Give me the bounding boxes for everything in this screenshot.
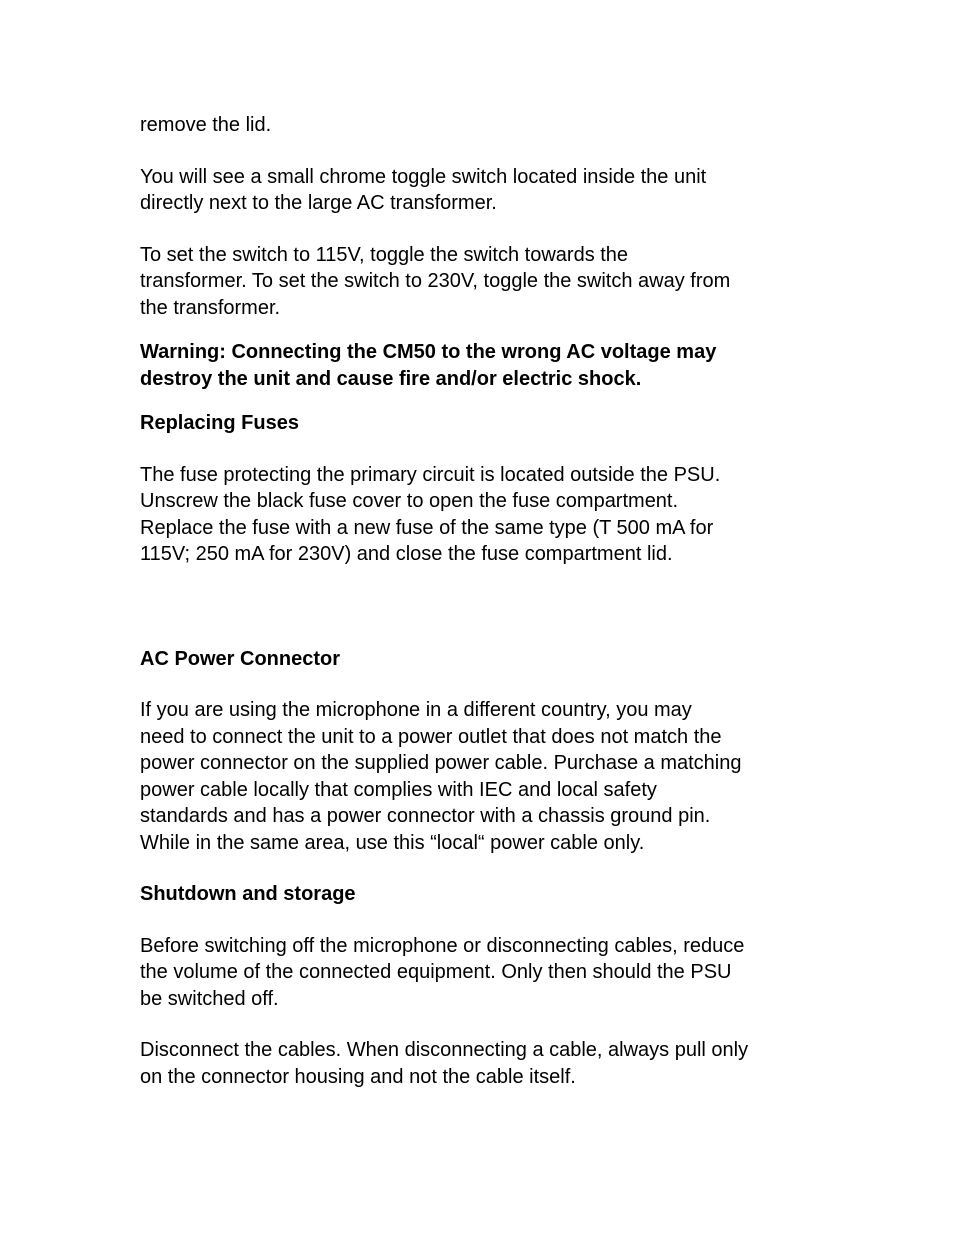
paragraph-set-switch: To set the switch to 115V, toggle the switch towards the transformer. To set the switch to 230V, toggle the switch away from the transformer. (140, 243, 731, 319)
paragraph-fuse: The fuse protecting the primary circuit is located outside the PSU. Unscrew the black fuse cover to open the fuse compartment. Replace the fuse with a new fuse of the same type (T 500 mA for 115V; 250 mA for 230V) and close the fuse compartment lid. (140, 463, 721, 565)
paragraph-ac-power: If you are using the microphone in a different country, you may need to connect the unit to a power outlet that does not match the power connector on the supplied power cable. Purchase a matching power cable locally that complies with IEC and local safety standards and has a power connector with a chassis ground pin. While in the same area, use this “local“ power cable only. (140, 699, 742, 854)
paragraph-remove-lid: remove the lid. (140, 114, 272, 136)
heading-replacing-fuses: Replacing Fuses (140, 412, 299, 434)
heading-ac-power-connector: AC Power Connector (140, 647, 341, 670)
heading-shutdown-storage: Shutdown and storage (140, 883, 356, 905)
paragraph-toggle-switch: You will see a small chrome toggle switch located inside the unit directly next to the large AC transformer. (140, 165, 707, 214)
warning-text: Warning: Connecting the CM50 to the wrong AC voltage may destroy the unit and cause fire and/or electric shock. (140, 341, 717, 390)
document-page (140, 112, 830, 1090)
paragraph-shutdown: Before switching off the microphone or disconnecting cables, reduce the volume of the connected equipment. Only then should the PSU be switched off. (140, 934, 745, 1010)
paragraph-disconnect: Disconnect the cables. When disconnecting a cable, always pull only on the connector housing and not the cable itself. (140, 1039, 749, 1088)
